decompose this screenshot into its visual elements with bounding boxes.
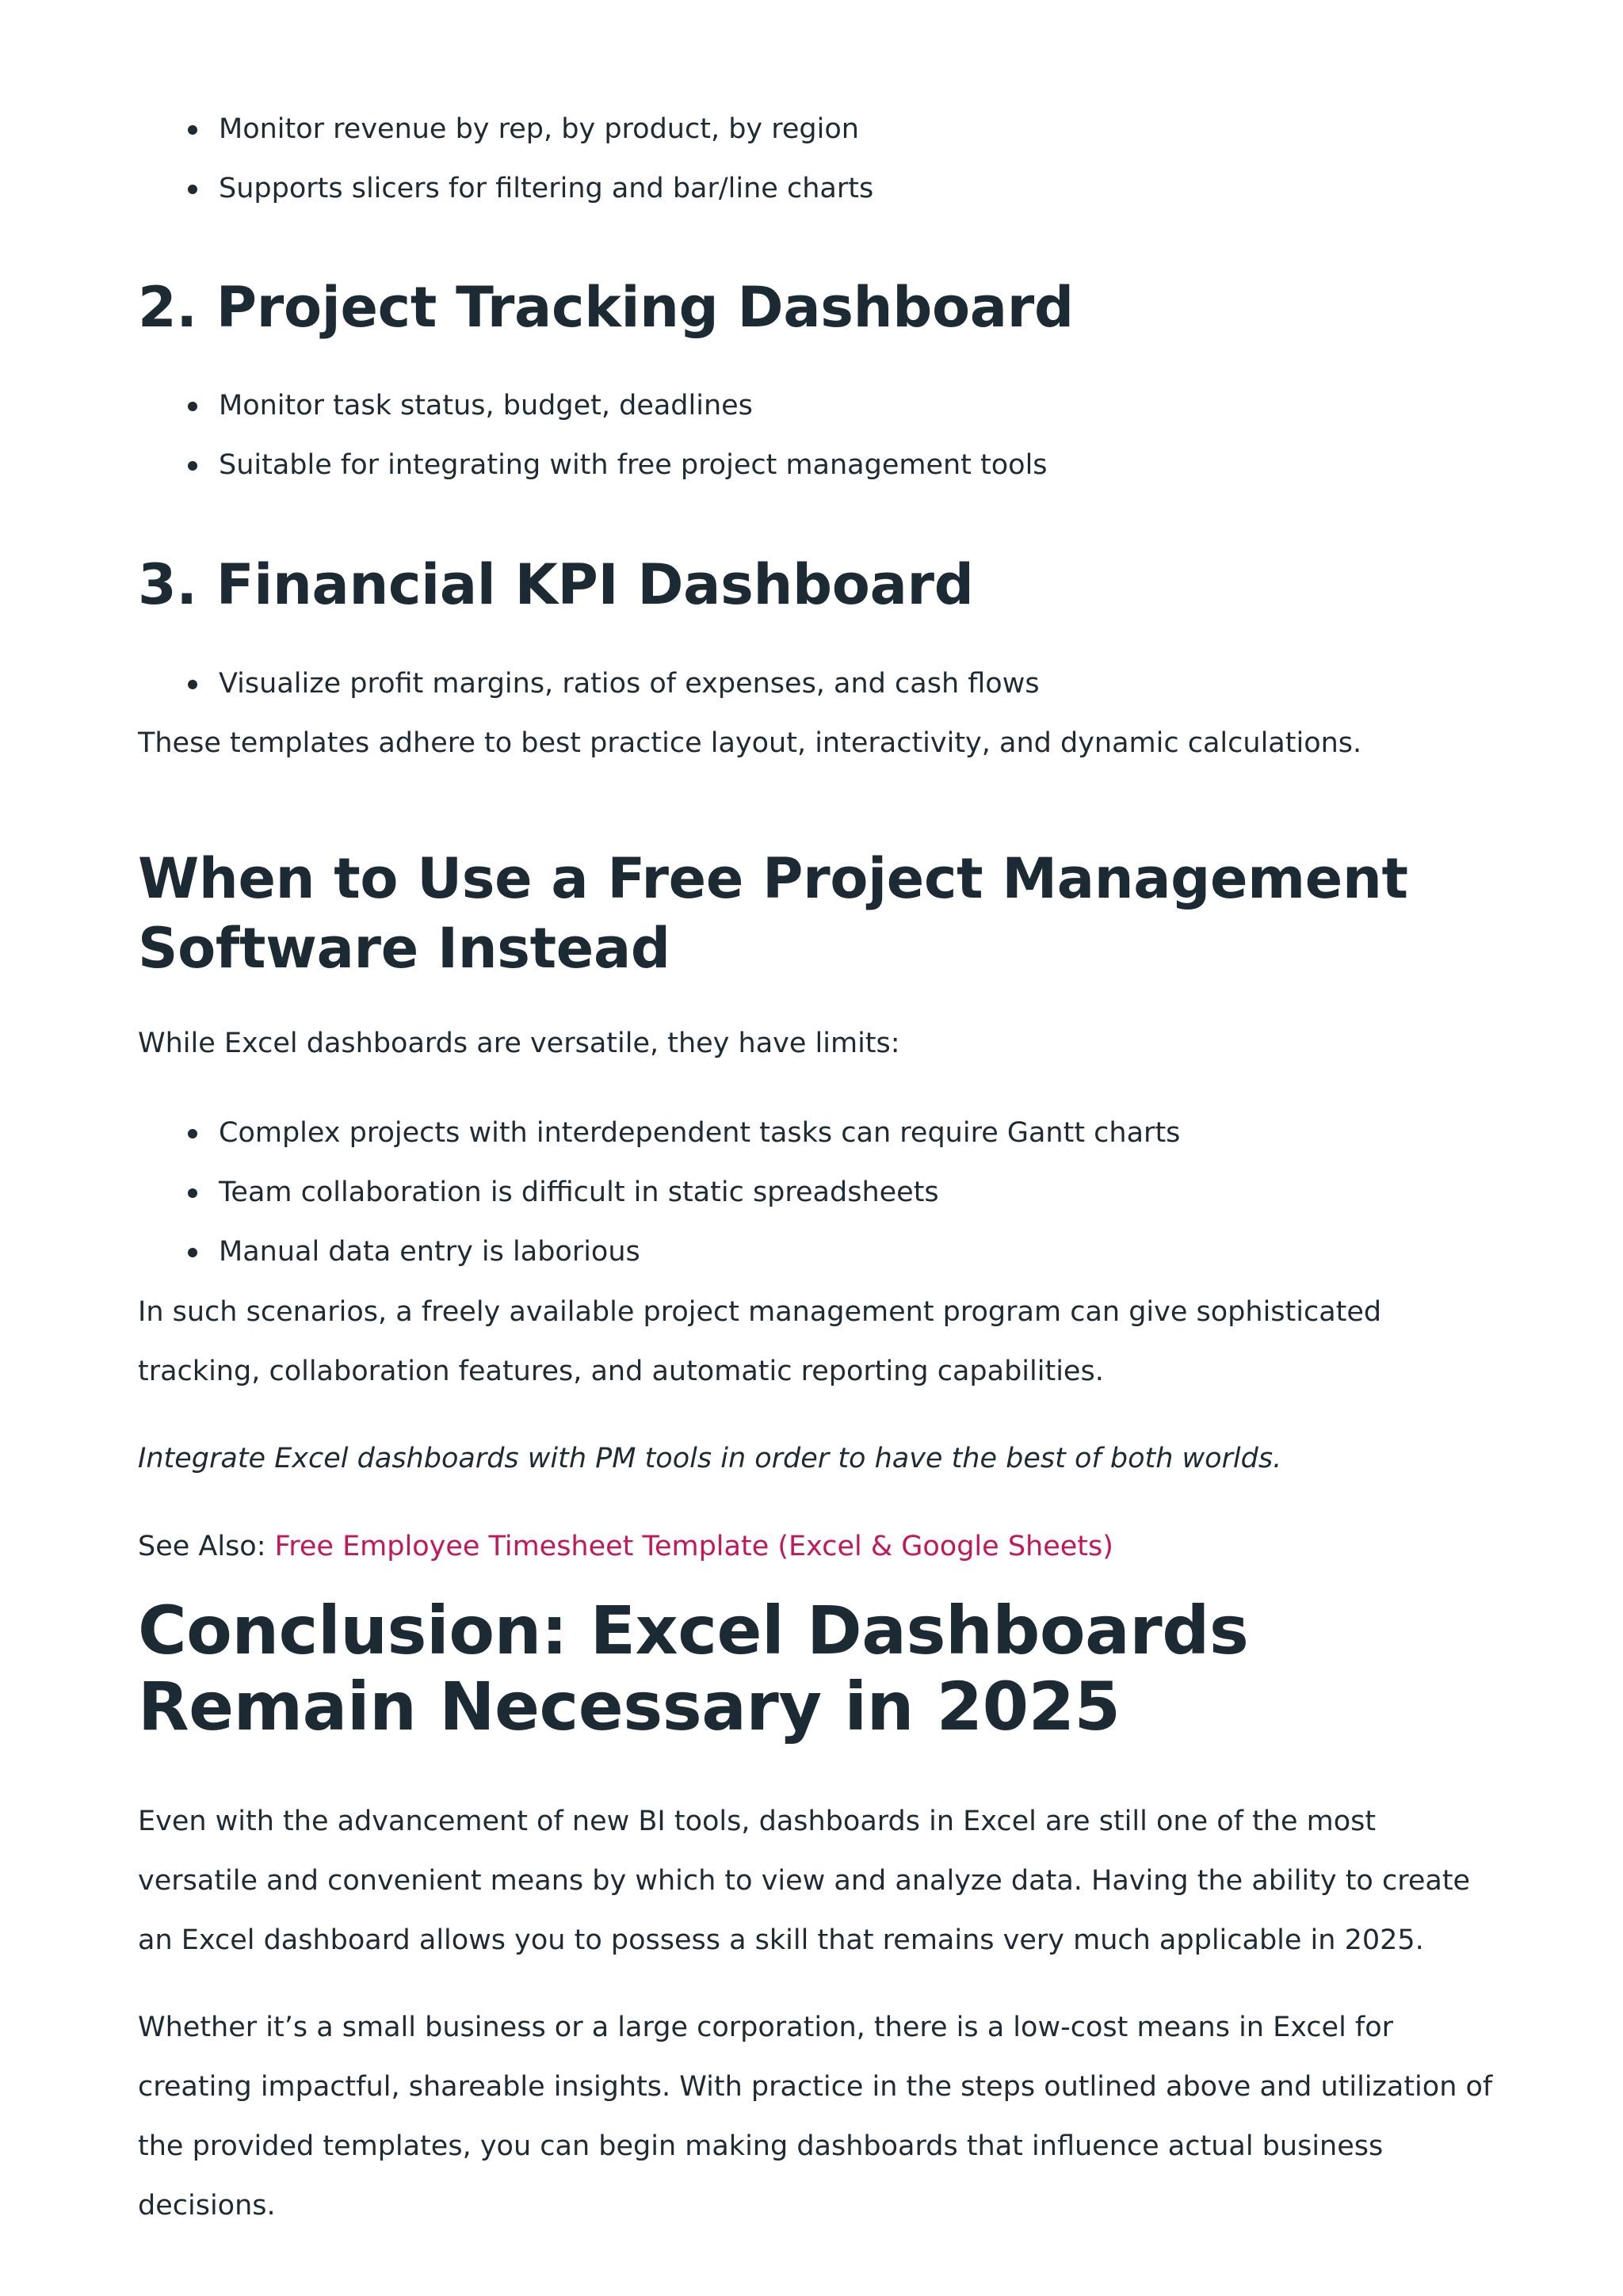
section-heading-financial-kpi: 3. Financial KPI Dashboard	[138, 552, 974, 617]
list-item: Suitable for integrating with free project management tools	[219, 436, 1582, 495]
conclusion-paragraph-2: Whether it’s a small business or a large corporation, there is a low-cost means in Excel for creating impactful, shareable insights. With practice in the steps outlined above and utilization of the provided templates, you can begin making dashboards that influence actual business decisions.	[138, 2012, 1493, 2222]
list-item: Team collaboration is difficult in static spreadsheets	[219, 1163, 1582, 1222]
list-item: Manual data entry is laborious	[219, 1222, 1582, 1282]
bullet-dot	[188, 1188, 197, 1198]
section-heading-project-tracking: 2. Project Tracking Dashboard	[138, 275, 1074, 340]
section-2-bullet-list	[138, 376, 1582, 495]
bullet-dot	[188, 402, 197, 411]
section-3-bullet-list	[138, 654, 1582, 714]
pm-tip: Integrate Excel dashboards with PM tools in order to have the best of both worlds.	[138, 1443, 1282, 1474]
list-item: Visualize profit margins, ratios of expenses, and cash flows	[219, 654, 1582, 714]
bullet-dot	[188, 680, 197, 689]
templates-note: These templates adhere to best practice layout, interactivity, and dynamic calculations.	[138, 727, 1362, 759]
list-item: Monitor revenue by rep, by product, by region	[219, 100, 1582, 159]
pm-bullet-list	[138, 1104, 1582, 1282]
bullet-dot	[188, 185, 197, 194]
pm-intro: While Excel dashboards are versatile, they have limits:	[138, 1028, 900, 1059]
bullet-dot	[188, 1248, 197, 1257]
section-1-bullet-list	[138, 100, 1582, 219]
list-item: Supports slicers for filtering and bar/line charts	[219, 159, 1582, 219]
see-also-link[interactable]: Free Employee Timesheet Template (Excel & Google Sheets)	[274, 1531, 1113, 1562]
section-heading-pm-software: When to Use a Free Project Management Software Instead	[138, 846, 1408, 981]
pm-body-paragraph: In such scenarios, a freely available project management program can give sophisticated tracking, collaboration features, and automatic reporting capabilities.	[138, 1296, 1382, 1387]
bullet-dot	[188, 125, 197, 135]
see-also-label: See Also:	[138, 1531, 266, 1562]
conclusion-paragraph-1: Even with the advancement of new BI tools, dashboards in Excel are still one of the most versatile and convenient means by which to view and analyze data. Having the ability to create an Excel dashboard allows you to possess a skill that remains very much applicable in 2025.	[138, 1806, 1471, 1956]
list-item: Monitor task status, budget, deadlines	[219, 376, 1582, 436]
list-item: Complex projects with interdependent tasks can require Gantt charts	[219, 1104, 1582, 1163]
bullet-dot	[188, 461, 197, 471]
bullet-dot	[188, 1129, 197, 1138]
conclusion-heading: Conclusion: Excel Dashboards Remain Necessary in 2025	[138, 1592, 1249, 1745]
see-also-line	[138, 1517, 1501, 1577]
